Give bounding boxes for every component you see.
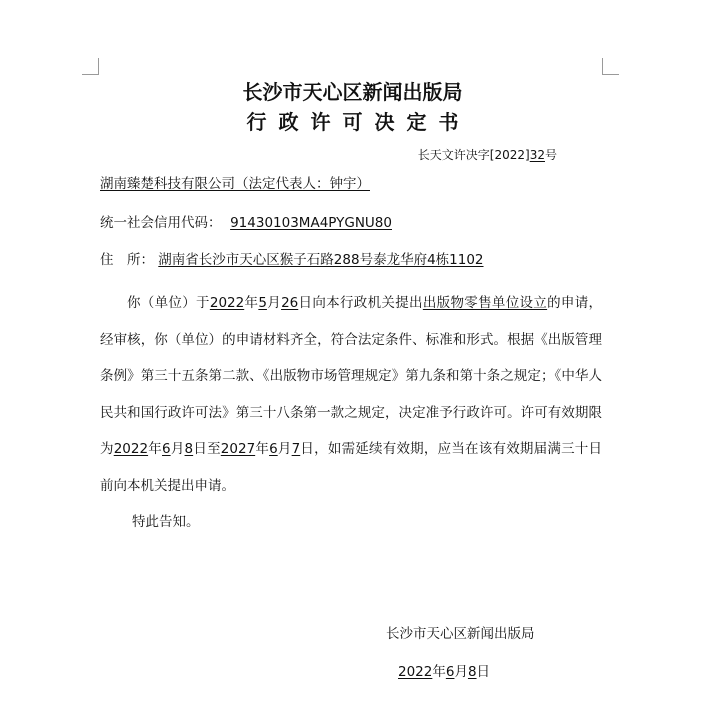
page-corner-mark-top-left <box>82 58 99 75</box>
document-number: 长天文许决字[2022]32号 <box>417 148 557 162</box>
address-value: 湖南省长沙市天心区猴子石路288号泰龙华府4栋1102 <box>158 252 484 268</box>
credit-code-label: 统一社会信用代码： <box>100 215 222 231</box>
address-line <box>100 248 484 268</box>
address-label: 住 所： <box>100 252 154 268</box>
recipient-company: 湖南臻楚科技有限公司（法定代表人：钟宇） <box>100 176 370 192</box>
credit-code-line <box>100 211 392 231</box>
credit-code-value: 91430103MA4PYGNU80 <box>230 215 392 231</box>
document-type-title: 行政许可决定书 <box>246 110 471 134</box>
issuing-authority-title: 长沙市天心区新闻出版局 <box>242 80 463 104</box>
signature-organization: 长沙市天心区新闻出版局 <box>386 626 535 642</box>
document-number-value: 32 <box>529 148 545 162</box>
page-corner-mark-top-right <box>602 58 619 75</box>
decision-body-paragraph: 你（单位）于2022年5月26日向本行政机关提出出版物零售单位设立的申请，经审核，你（单位）的申请材料齐全，符合法定条件、标准和形式。根据《出版管理条例》第三十五条第二款、《出版物市场管理规定》第九条和第十条之规定；《中华人民共和国行政许可法》第三十八条第一款之规定，决定准予行政许可。许可有效期限为2022年6月8日至2027年6月7日，如需延续有效期，应当在该有效期届满三十日前向本机关提出申请。 <box>100 295 603 494</box>
signature-date: 2022年6月8日 <box>398 664 491 680</box>
closing-statement: 特此告知。 <box>132 514 200 530</box>
